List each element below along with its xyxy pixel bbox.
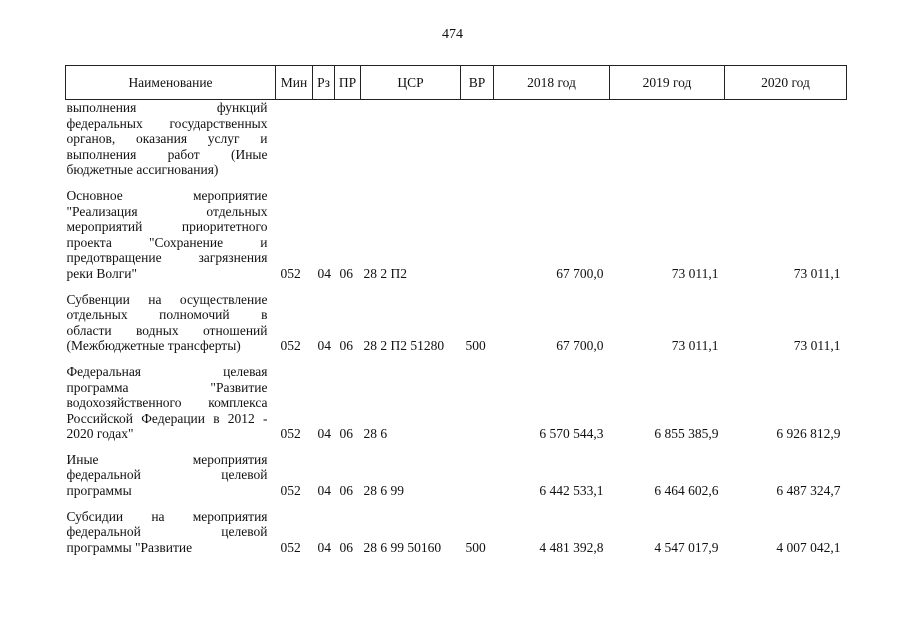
row-pr: 06 [339,265,353,281]
row-name-line: органов, оказания услуг и [66,131,268,147]
row-csr: 28 2 П2 [363,265,407,281]
row-name-line: программа "Развитие [66,379,268,395]
row-2019: 6 855 385,9 [654,426,719,442]
row-vr [461,100,494,188]
header-rz: Рз [313,66,335,100]
row-pr: 06 [339,539,353,555]
table-row [66,364,847,452]
row-name-line: Иные мероприятия [66,451,268,467]
row-2019: 73 011,1 [671,338,719,354]
row-2018: 67 700,0 [556,265,604,281]
row-rz [313,100,335,188]
row-name [66,188,276,292]
row-rz: 04 [317,265,331,281]
page-number: 474 [442,27,463,42]
row-2020: 73 011,1 [793,265,841,281]
row-2018: 6 442 533,1 [539,483,604,499]
row-pr [335,100,361,188]
row-name-line: водохозяйственного комплекса [66,395,268,411]
header-csr: ЦСР [361,66,461,100]
header-2020: 2020 год [725,66,847,100]
row-name-line: 2020 годах" [66,426,134,442]
row-csr: 28 2 П2 51280 [363,338,445,354]
row-name-line: Субвенции на осуществление [66,291,268,307]
row-name [66,452,276,509]
row-name-line: программы [66,483,132,499]
row-name-line: мероприятий приоритетного [66,219,268,235]
header-row [66,66,847,100]
table-row [66,292,847,364]
row-min: 052 [280,265,301,281]
row-2019: 6 464 602,6 [654,483,719,499]
row-name-line: федеральной целевой [66,524,268,540]
row-csr [361,100,461,188]
header-vr: ВР [461,66,494,100]
row-min: 052 [280,338,301,354]
row-rz: 04 [317,483,331,499]
row-vr: 500 [465,338,486,354]
row-name [66,100,276,188]
row-2020: 4 007 042,1 [776,539,841,555]
row-2018: 4 481 392,8 [539,539,604,555]
row-name [66,364,276,452]
row-name [66,509,276,566]
row-2020: 6 926 812,9 [776,426,841,442]
table-row [66,509,847,566]
row-name-line: Основное мероприятие [66,187,268,203]
row-name-line: выполнения функций [66,100,268,115]
table-row [66,452,847,509]
row-2020: 73 011,1 [793,338,841,354]
table-row [66,188,847,292]
row-name-line: программы "Развитие [66,539,193,555]
row-rz: 04 [317,338,331,354]
row-vr [461,364,494,452]
row-2018: 6 570 544,3 [539,426,604,442]
row-vr [461,188,494,292]
row-2019: 73 011,1 [671,265,719,281]
row-name-line: Субсидии на мероприятия [66,508,268,524]
row-name-line: предотвращение загрязнения [66,250,268,266]
budget-table [65,65,847,565]
row-2019: 4 547 017,9 [654,539,719,555]
header-min: Мин [276,66,313,100]
header-2018: 2018 год [494,66,610,100]
row-vr: 500 [465,539,486,555]
table-body [66,100,847,566]
row-vr [461,452,494,509]
row-name-line: области водных отношений [66,322,268,338]
row-name-line: (Межбюджетные трансферты) [66,338,241,354]
row-name-line: Федеральная целевая [66,363,268,379]
row-name [66,292,276,364]
header-pr: ПР [335,66,361,100]
row-name-line: реки Волги" [66,265,137,281]
row-2019 [610,100,725,188]
table-row [66,100,847,188]
row-name-line: федеральной целевой [66,467,268,483]
row-min: 052 [280,539,301,555]
row-csr: 28 6 99 50160 [363,539,442,555]
row-rz: 04 [317,539,331,555]
row-pr: 06 [339,483,353,499]
row-2018 [494,100,610,188]
row-2020: 6 487 324,7 [776,483,841,499]
row-pr: 06 [339,426,353,442]
row-pr: 06 [339,338,353,354]
row-min: 052 [280,426,301,442]
row-2020 [725,100,847,188]
row-name-line: бюджетные ассигнования) [66,162,219,178]
row-name-line: Российской Федерации в 2012 - [66,410,268,426]
row-2018: 67 700,0 [556,338,604,354]
header-2019: 2019 год [610,66,725,100]
row-min: 052 [280,483,301,499]
row-csr: 28 6 [363,426,388,442]
row-rz: 04 [317,426,331,442]
header-name: Наименование [66,66,276,100]
row-name-line: отдельных полномочий в [66,307,268,323]
row-csr: 28 6 99 [363,483,404,499]
row-name-line: выполнения работ (Иные [66,146,268,162]
row-name-line: проекта "Сохранение и [66,234,268,250]
row-min [276,100,313,188]
row-name-line: федеральных государственных [66,115,268,131]
row-name-line: "Реализация отдельных [66,203,268,219]
